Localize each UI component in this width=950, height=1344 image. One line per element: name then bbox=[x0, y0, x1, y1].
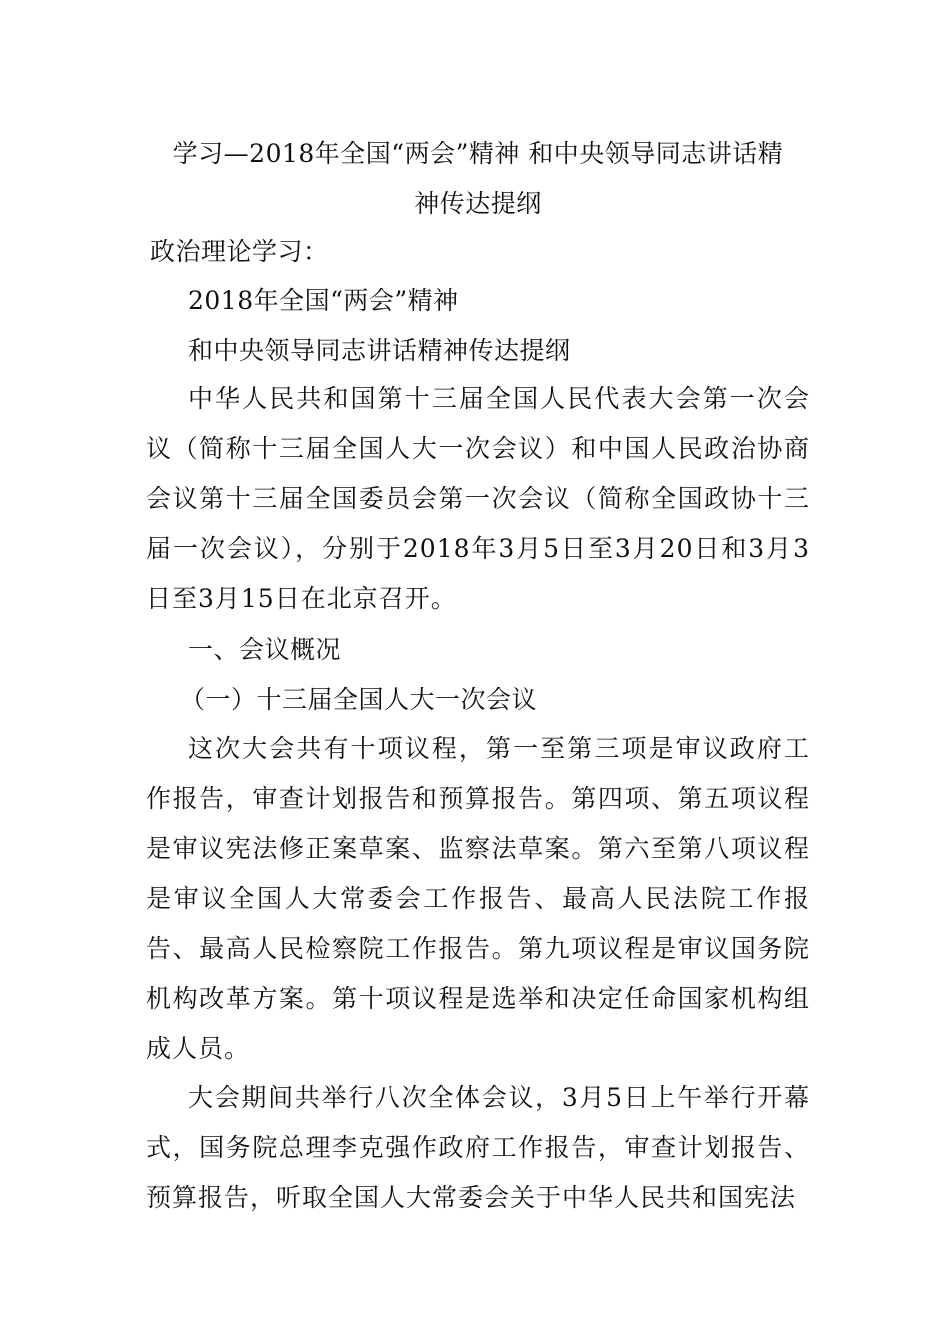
subtitle-line-2: 和中央领导同志讲话精神传达提纲 bbox=[188, 336, 571, 365]
document-title-line-2: 神传达提纲 bbox=[414, 189, 542, 218]
heading-meeting-overview: 一、会议概况 bbox=[188, 635, 342, 664]
heading-npc-session: （一）十三届全国人大一次会议 bbox=[180, 685, 538, 714]
section-label: 政治理论学习： bbox=[150, 237, 329, 266]
paragraph-intro: 中华人民共和国第十三届全国人民代表大会第一次会议（简称十三届全国人大一次会议）和中国人民政治协商会议第十三届全国委员会第一次会议（简称全国政协十三届一次会议），分别于2018年3月5日至3月20日和3月3日至3月15日在北京召开。 bbox=[146, 384, 810, 613]
paragraph-agenda: 这次大会共有十项议程，第一至第三项是审议政府工作报告，审查计划报告和预算报告。第四项、第五项议程是审议宪法修正案草案、监察法草案。第六至第八项议程是审议全国人大常委会工作报告、最高人民法院工作报告、最高人民检察院工作报告。第九项议程是审议国务院机构改革方案。第十项议程是选举和决定任命国家机构组成人员。 bbox=[146, 734, 810, 1063]
document-title-line-1: 学习—2018年全国“两会”精神 和中央领导同志讲话精 bbox=[172, 139, 784, 168]
subtitle-line-1: 2018年全国“两会”精神 bbox=[188, 286, 459, 315]
paragraph-plenary: 大会期间共举行八次全体会议，3月5日上午举行开幕式，国务院总理李克强作政府工作报告，审查计划报告、预算报告，听取全国人大常委会关于中华人民共和国宪法 bbox=[146, 1083, 810, 1212]
